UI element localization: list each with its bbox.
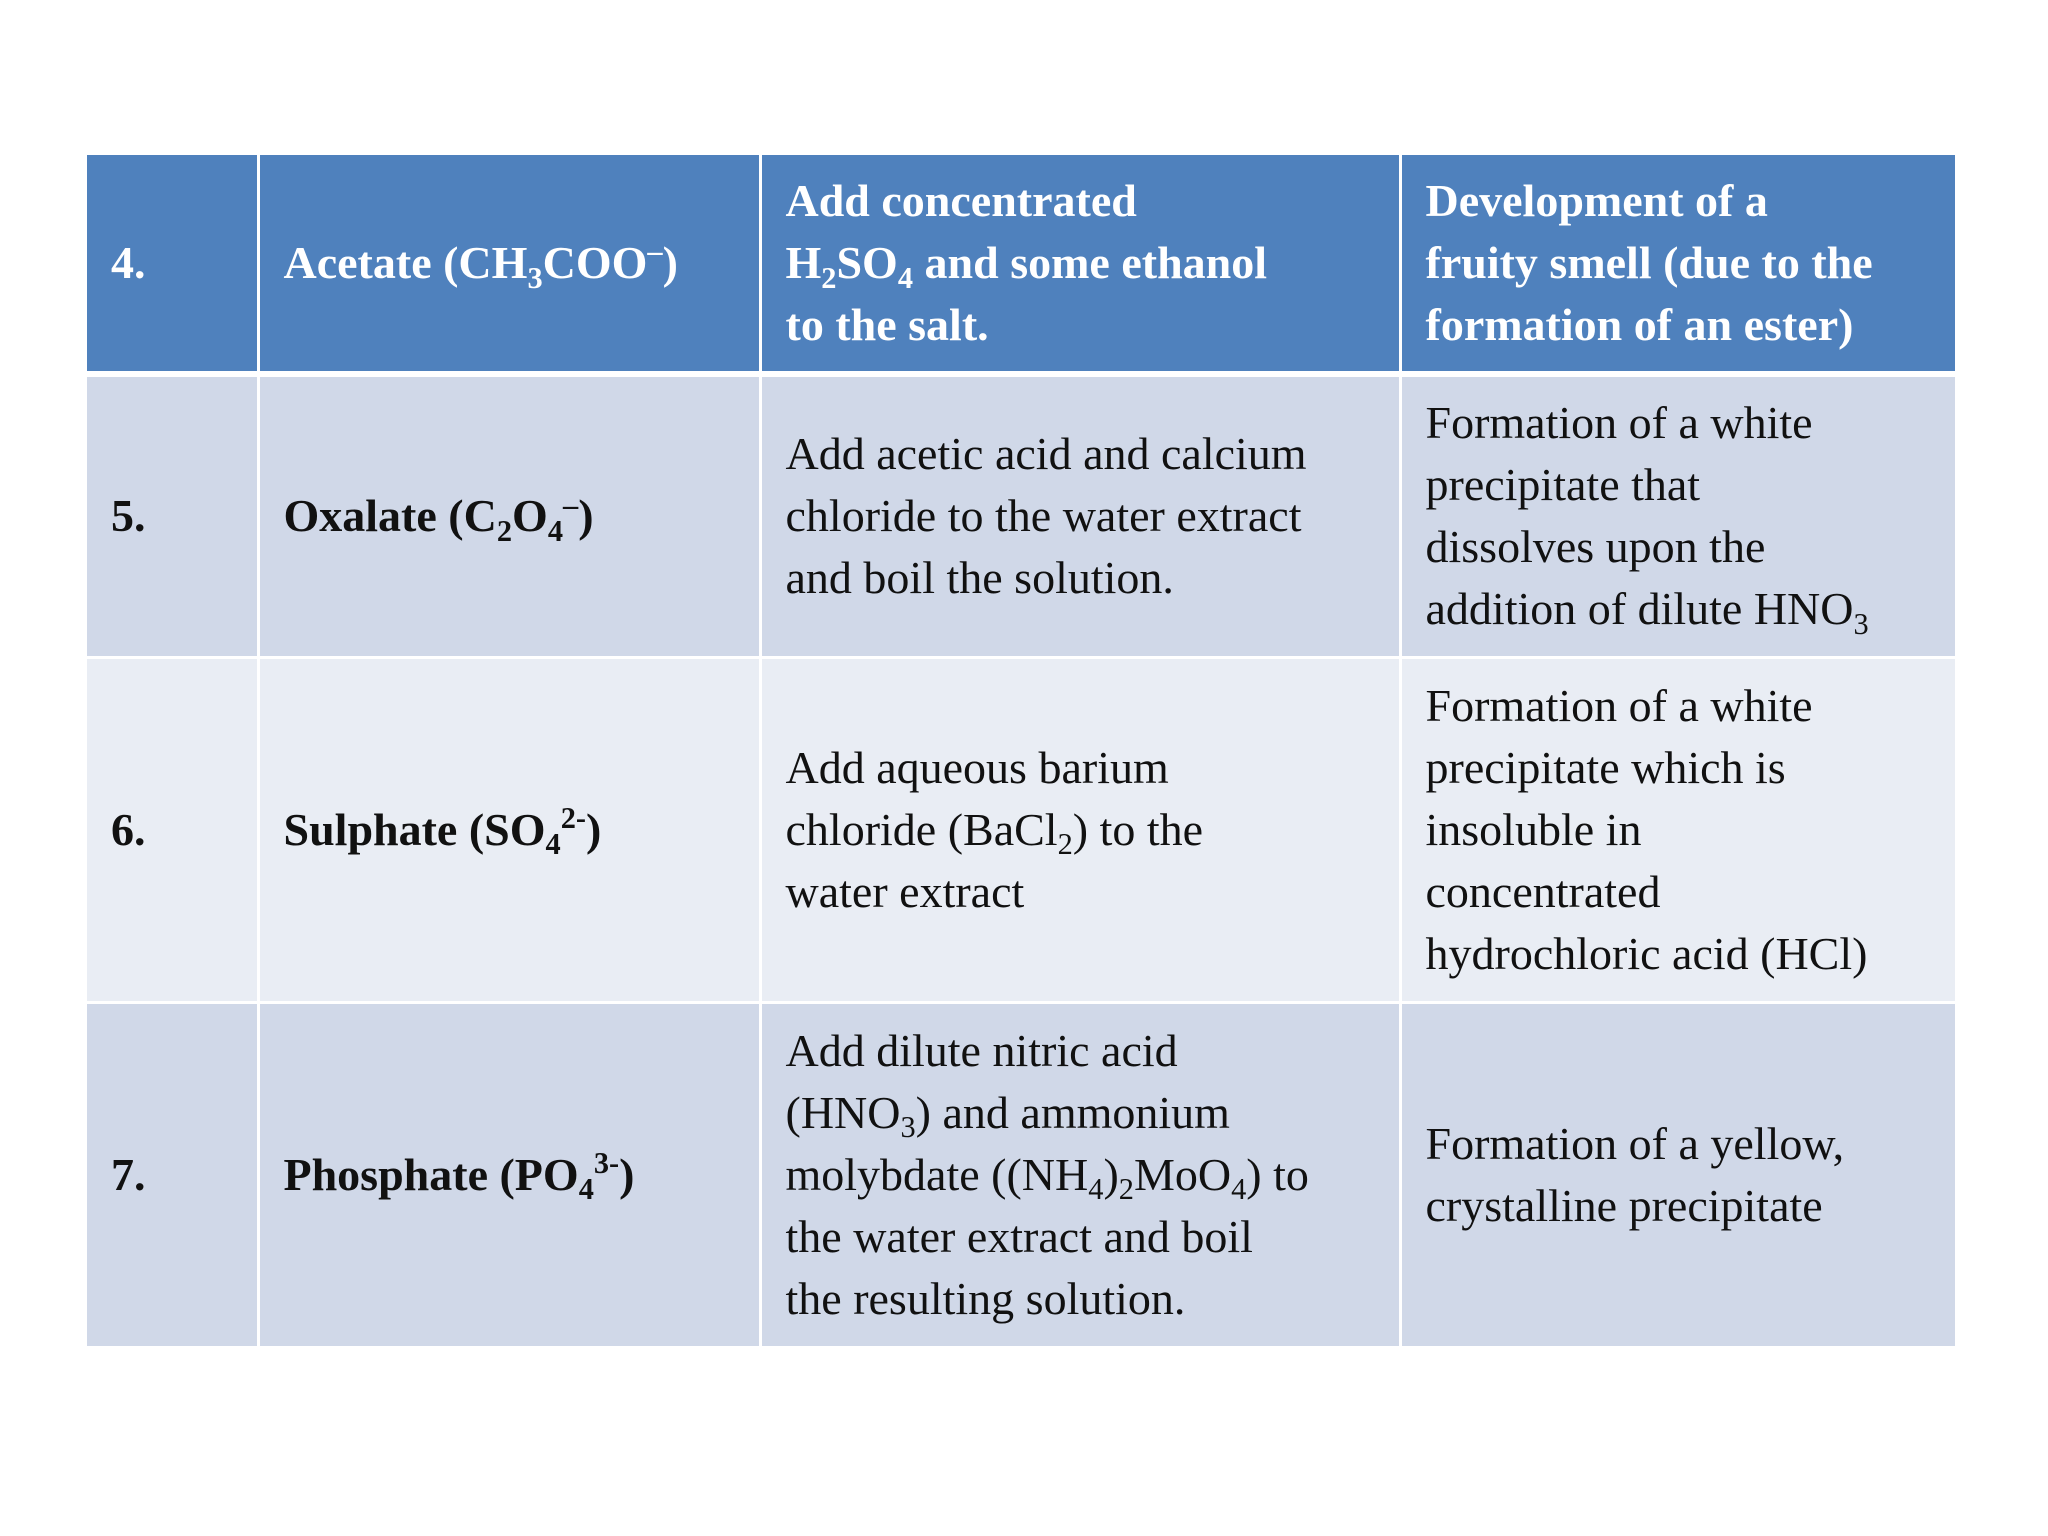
row-number-cell: 7.: [87, 1002, 258, 1347]
anion-name: Oxalate $(C_2O_4^-)$: [283, 487, 594, 548]
row-number-cell: 6.: [87, 657, 258, 1002]
anion-cell: [258, 155, 760, 374]
anion-test-table: [87, 155, 1955, 1349]
anion-name: Sulphate $(SO_4^{2-})$: [283, 800, 602, 862]
observation-cell: Development of a fruity smell (due to the formation of an ester): [1400, 155, 1955, 374]
table-row: [87, 374, 1955, 657]
anion-name: Acetate $(CH_3COO^-)$: [283, 234, 678, 295]
test-cell: Add aqueous barium chloride (BaCl$_2$) to the water extract: [760, 657, 1400, 1002]
observation-cell: Formation of a white precipitate which is insoluble in concentrated hydrochloric acid (HCl): [1400, 657, 1955, 1002]
anion-cell: [258, 657, 760, 1002]
test-cell: Add acetic acid and calcium chloride to the water extract and boil the solution.: [760, 374, 1400, 657]
table-row: [87, 155, 1955, 374]
observation-cell: Formation of a white precipitate that dissolves upon the addition of dilute $HNO_3$: [1400, 374, 1955, 657]
test-cell: Add concentrated $H_2SO_4$ and some ethanol to the salt.: [760, 155, 1400, 374]
anion-name: Phosphate $(PO_4^{3-})$: [283, 1145, 635, 1207]
table-row: [87, 657, 1955, 1002]
anion-cell: [258, 374, 760, 657]
anion-cell: [258, 1002, 760, 1347]
row-number-cell: 4.: [87, 155, 258, 374]
observation-cell: Formation of a yellow, crystalline precipitate: [1400, 1002, 1955, 1347]
test-cell: Add dilute nitric acid $(HNO_3)$ and ammonium molybdate $((NH_4)_2MoO_4)$ to the water extract and boil the resulting solution.: [760, 1002, 1400, 1347]
table-row: [87, 1002, 1955, 1347]
row-number-cell: 5.: [87, 374, 258, 657]
